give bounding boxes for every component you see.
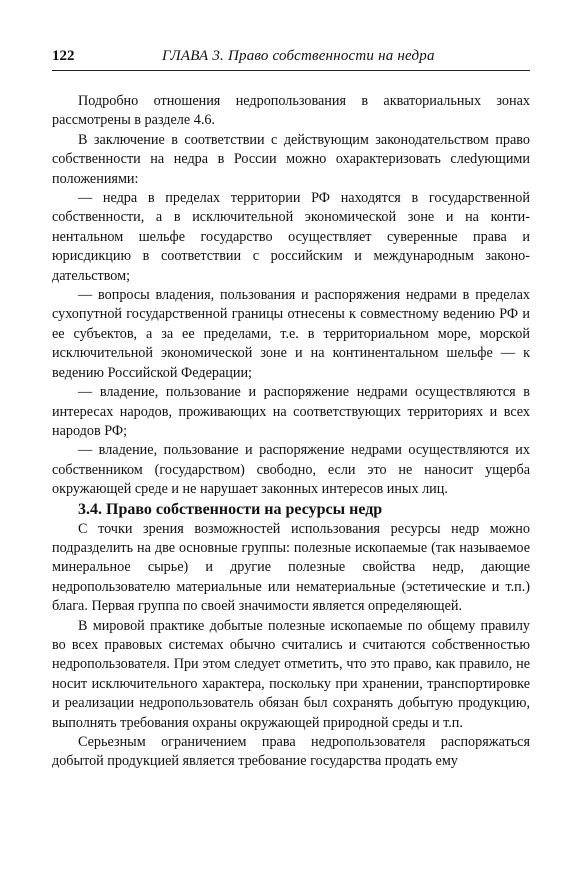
- paragraph: С точки зрения возможностей использования ресурсы недр можно подразделить на две основные группы: полезные ископаемые (так называемое минеральное сырье) и другие полезные свойства недр, дающие недропользователю материальные или нематериальные (эстетические и т.п.) блага. Первая группа по своей значимости является определяющей.: [52, 520, 530, 615]
- page-number: 122: [52, 48, 75, 64]
- list-item: — владение, пользование и распоряжение недрами осуществляются в интересах народов, проживающих на соответствующих территориях и всех народов РФ;: [52, 384, 530, 439]
- section-heading: 3.4. Право собственности на ресурсы недр: [78, 500, 383, 518]
- page-header: [52, 46, 530, 68]
- header-rule: [52, 70, 530, 71]
- list-item: — недра в пределах территории РФ находятся в государственной собственности, а в исключительной экономической зоне и на континентальном шельфе государство осуществляет суверенные права и юрисдикцию в соответствии с российским и международным законодательством;: [52, 190, 530, 284]
- page-body: [52, 92, 530, 772]
- paragraph: В заключение в соответствии с действующим законодательством право собственности на недра в России можно охарактеризовать слеdующими положениями:: [52, 131, 530, 187]
- running-title: ГЛАВА 3. Право собственности на недра: [162, 48, 435, 64]
- paragraph: В мировой практике добытые полезные ископаемые по общему правилу во всех правовых системах обычно считались и считаются собственностью недропользователя. При этом следует отметить, что это право, как правило, не носит исключительного характера, поскольку при хранении, транспортировке и реализации недропользователь обязан был сохранять добытую продукцию, выполнять требования охраны окружающей природной среды и т.п.: [52, 617, 530, 731]
- list-item: — владение, пользование и распоряжение недрами осуществляются их собственником (государством) свободно, если это не наносит ущерба окружающей среде и не нарушает законных интересов иных лиц.: [52, 442, 530, 498]
- paragraph: Подробно отношения недропользования в акваториальных зонах рассмотрены в разделе 4.6.: [52, 93, 530, 129]
- list-item: — вопросы владения, пользования и распоряжения недрами в пределах сухопутной государственной границы отнесены к совместному ведению РФ и ее субъектов, а за ее пределами, т.е. в территориальном море, морской исключительной экономической зоне и на континентальном шельфе — к ведению Российской Федерации;: [52, 287, 530, 381]
- paragraph: Серьезным ограничением права недропользователя распоряжаться добытой продукцией является требование государства продать ему: [52, 734, 530, 770]
